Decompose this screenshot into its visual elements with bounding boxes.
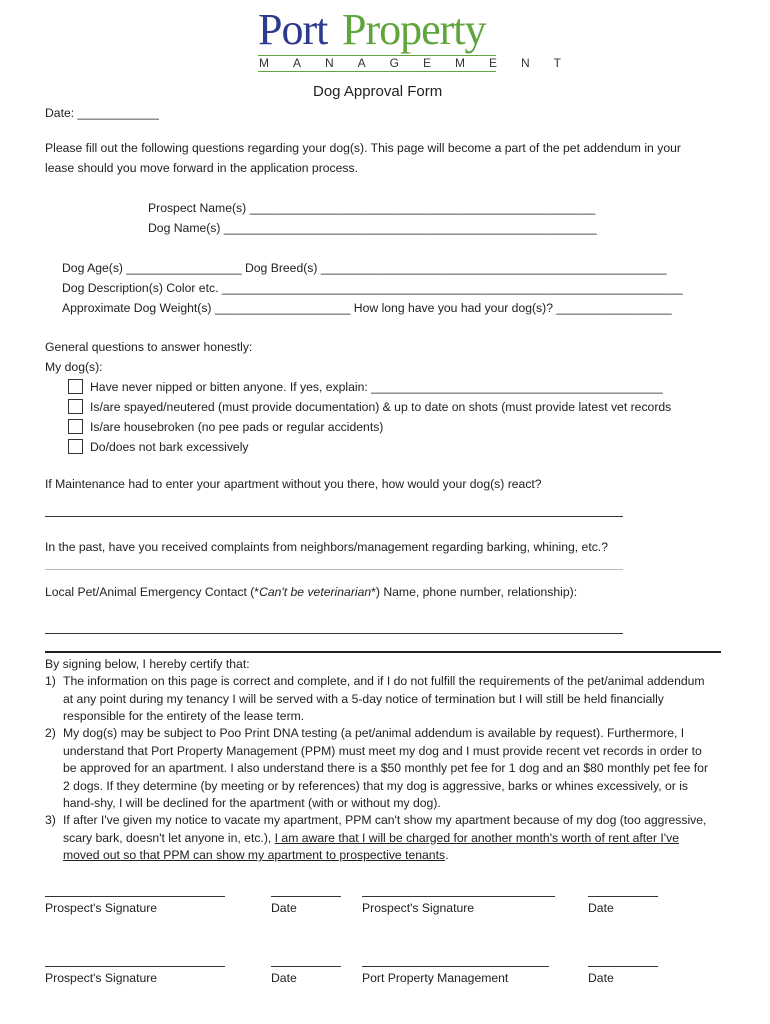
- checklist-item-spayed-neutered: Is/are spayed/neutered (must provide documentation) & up to date on shots (must provide latest vet records: [90, 400, 672, 414]
- signature-label-management: Port Property Management: [362, 971, 509, 985]
- logo-word-property: Property: [342, 5, 486, 54]
- question-emergency-contact: [45, 582, 577, 602]
- date-line-management[interactable]: [588, 966, 658, 967]
- question-emergency-text-1: Local Pet/Animal Emergency Contact (*: [45, 585, 260, 599]
- section-divider: [45, 651, 721, 653]
- checklist-item-no-barking: Do/does not bark excessively: [90, 440, 249, 454]
- date-label-prospect-2: Date: [588, 901, 614, 915]
- date-line-prospect-1[interactable]: [271, 896, 341, 897]
- my-dogs-label: My dog(s):: [45, 360, 103, 374]
- date-line-prospect-3[interactable]: [271, 966, 341, 967]
- signature-label-prospect-1: Prospect's Signature: [45, 901, 158, 915]
- signature-line-management[interactable]: [362, 966, 549, 967]
- date-field-label[interactable]: Date: ____________: [45, 106, 159, 120]
- answer-line-emergency-contact[interactable]: [45, 633, 623, 634]
- answer-line-maintenance[interactable]: [45, 516, 623, 517]
- intro-text-line-1: Please fill out the following questions regarding your dog(s). This page will become a part of the pet addendum in your: [45, 141, 681, 155]
- cert-item-3-underlined: I am aware that I will be charged for another month's worth of rent after I've moved out so that PPM can show my apartment to prospective tenants: [63, 830, 679, 862]
- logo-divider-bottom: [258, 71, 496, 72]
- question-maintenance: If Maintenance had to enter your apartment without you there, how would your dog(s) react?: [45, 477, 542, 491]
- date-label-management: Date: [588, 971, 614, 985]
- checklist-item-never-bitten: Have never nipped or bitten anyone. If yes, explain: ___________________________________________: [90, 380, 663, 394]
- logo-word-management: MANAGEMENT: [259, 56, 586, 70]
- question-complaints: In the past, have you received complaints from neighbors/management regarding barking, whining, etc.?: [45, 540, 608, 554]
- dog-names-field[interactable]: Dog Name(s) _______________________________________________________: [148, 221, 597, 235]
- intro-text-line-2: lease should you move forward in the application process.: [45, 161, 358, 175]
- question-emergency-text-2: *) Name, phone number, relationship):: [371, 585, 578, 599]
- certify-heading: By signing below, I hereby certify that:: [45, 657, 250, 671]
- checklist-item-housebroken: Is/are housebroken (no pee pads or regular accidents): [90, 420, 384, 434]
- checkbox-housebroken[interactable]: [68, 419, 83, 434]
- signature-label-prospect-3: Prospect's Signature: [45, 971, 158, 985]
- answer-line-complaints[interactable]: [45, 569, 623, 570]
- cert-number-1: 1): [45, 674, 56, 688]
- cert-item-3-text: If after I've given my notice to vacate my apartment, PPM can't show my apartment because of my dog (too aggressive, scary bark, doesn't let anyone in, etc.),: [63, 813, 707, 845]
- dog-description-field[interactable]: Dog Description(s) Color etc. ____________________________________________________________________: [62, 281, 683, 295]
- checkbox-no-barking[interactable]: [68, 439, 83, 454]
- signature-line-prospect-2[interactable]: [362, 896, 555, 897]
- cert-number-3: 3): [45, 813, 56, 827]
- date-label-prospect-3: Date: [271, 971, 297, 985]
- cert-item-3: [63, 812, 718, 865]
- prospect-names-field[interactable]: Prospect Name(s) ___________________________________________________: [148, 201, 596, 215]
- dog-age-breed-field[interactable]: Dog Age(s) _________________ Dog Breed(s) ___________________________________________________: [62, 261, 667, 275]
- date-label-prospect-1: Date: [271, 901, 297, 915]
- signature-label-prospect-2: Prospect's Signature: [362, 901, 475, 915]
- date-line-prospect-2[interactable]: [588, 896, 658, 897]
- page-title: Dog Approval Form: [313, 83, 443, 100]
- cert-item-3-end: .: [445, 848, 449, 862]
- dog-weight-field[interactable]: Approximate Dog Weight(s) ____________________ How long have you had your dog(s)? _________________: [62, 301, 672, 315]
- signature-line-prospect-1[interactable]: [45, 896, 225, 897]
- general-questions-heading: General questions to answer honestly:: [45, 340, 253, 354]
- signature-line-prospect-3[interactable]: [45, 966, 225, 967]
- cert-number-2: 2): [45, 726, 56, 740]
- question-emergency-italic: Can't be veterinarian: [259, 585, 372, 599]
- logo-word-port: Port: [258, 5, 328, 54]
- checkbox-spayed-neutered[interactable]: [68, 399, 83, 414]
- cert-item-1: The information on this page is correct and complete, and if I do not fulfill the requirements of the pet/animal addendum at any point during my tenancy I will be served with a 5-day notice of termination but I will still be held financially responsible for the entirety of the lease term.: [63, 674, 705, 723]
- cert-item-2: My dog(s) may be subject to Poo Print DNA testing (a pet/animal addendum is available by request). Furthermore, I understand that Port Property Management (PPM) must meet my dog and I must provide recent vet records in order to be approved for an apartment. I also understand there is a $50 monthly pet fee for 1 dog and an $80 monthly pet fee for 2 dogs. If they determine (by meeting or by references) that my dog is aggressive, barks or whines excessively, or is hand-shy, I will be declined for the apartment (with or without my dog).: [63, 726, 709, 810]
- checkbox-never-bitten[interactable]: [68, 379, 83, 394]
